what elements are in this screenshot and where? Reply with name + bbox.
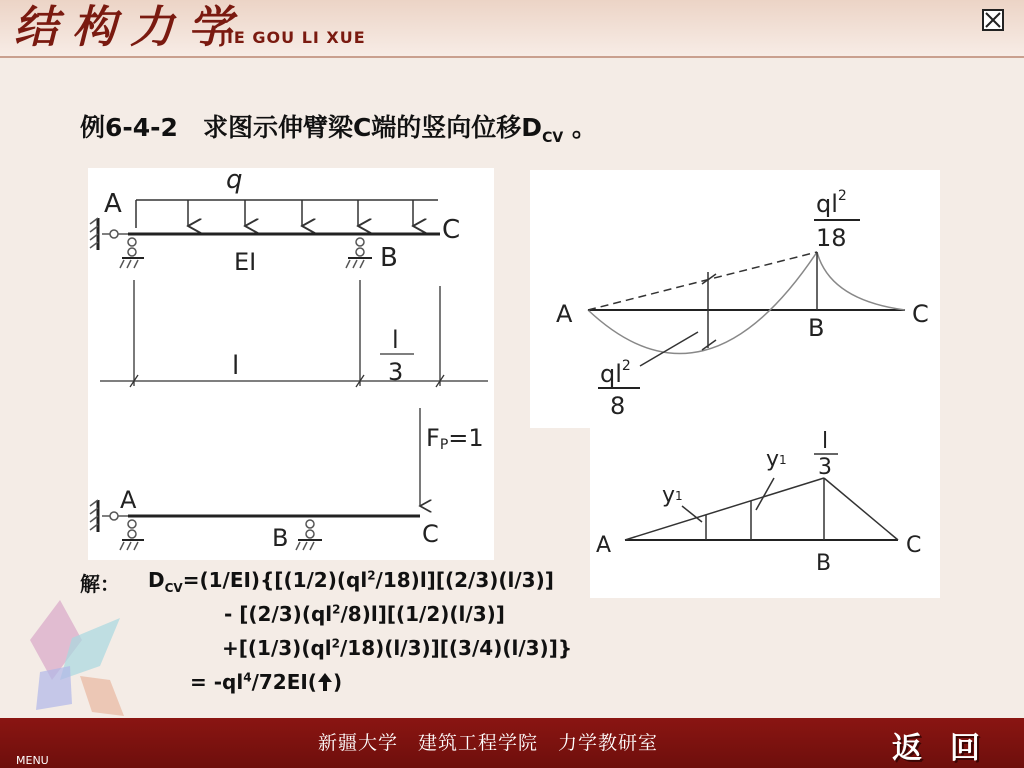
support-b-unit — [296, 520, 322, 550]
load-label: q — [226, 168, 243, 195]
m1-diagram-panel — [590, 426, 940, 598]
m1-y1-right: y1 — [766, 447, 787, 472]
overhang-den: 3 — [388, 358, 404, 386]
ei-label: EI — [234, 248, 257, 276]
problem-label: 例6-4-2 — [80, 113, 178, 142]
mp-diagram-panel — [530, 170, 940, 428]
m1-c-label: C — [906, 533, 922, 558]
footer-bar — [0, 718, 1024, 768]
mp-c-label: C — [912, 300, 929, 328]
problem-subscript: CV — [542, 130, 564, 146]
span-label: l — [232, 351, 240, 381]
m1-frac-den: 3 — [818, 455, 832, 480]
m1-b-label: B — [816, 551, 832, 576]
mp-diagram — [530, 170, 940, 428]
solution-line-4: = $-ql^4/72EI$( ) — [190, 670, 343, 694]
mp-bot-den: 8 — [610, 392, 626, 420]
menu-label[interactable]: MENU — [16, 754, 49, 767]
m1-y1-left: y1 — [662, 483, 683, 508]
support-b — [346, 238, 372, 268]
mp-top-num: $ql^2$ — [816, 188, 847, 218]
problem-statement — [80, 108, 597, 146]
overhang-num: l — [392, 326, 399, 354]
point-b2-label: B — [272, 524, 289, 552]
m1-frac-num: l — [822, 429, 829, 454]
solution-line-3: $+[(1/3)(ql^2/18)(l/3)][(3/4)(l/3)]$} — [222, 636, 573, 660]
point-a-label: A — [104, 189, 122, 219]
solution-label: 解： — [80, 572, 120, 596]
arrow-up-icon — [317, 672, 333, 692]
problem-tail: 。 — [563, 113, 597, 142]
m1-a-label: A — [596, 533, 612, 558]
beam-diagram — [88, 168, 494, 560]
unit-force-label: FP=1 — [426, 424, 484, 453]
institution-text: 新疆大学 建筑工程学院 力学教研室 — [318, 732, 659, 754]
decorative-shapes — [0, 580, 180, 720]
back-button[interactable]: 返回 — [892, 731, 1008, 766]
m1-diagram — [590, 426, 940, 598]
header-bar — [0, 0, 1024, 58]
problem-text: 求图示伸臂梁C端的竖向位移D — [202, 113, 543, 142]
mp-b-label: B — [808, 314, 825, 342]
dimension-lines — [100, 280, 488, 387]
beam-diagram-panel — [88, 168, 494, 560]
mp-a-label: A — [556, 300, 573, 328]
course-subtitle: JIE GOU LI XUE — [220, 28, 366, 47]
close-icon[interactable] — [982, 9, 1004, 31]
mp-bot-num: $ql^2$ — [600, 358, 631, 388]
point-c2-label: C — [422, 520, 439, 548]
solution-line-2: - $[(2/3)(ql^2/8)l][(1/2)(l/3)]$ — [224, 602, 505, 626]
mp-top-den: 18 — [816, 224, 847, 252]
solution-line-1: $D_{CV}=(1/EI)\{[(1/2)(ql^2/18)l][(2/3)(l/3)]$ — [148, 568, 554, 595]
point-c-label: C — [442, 215, 461, 245]
point-b-label: B — [380, 243, 398, 273]
course-title: 结构力学 — [14, 2, 246, 53]
point-a2-label: A — [120, 486, 137, 514]
distributed-load — [136, 200, 438, 228]
